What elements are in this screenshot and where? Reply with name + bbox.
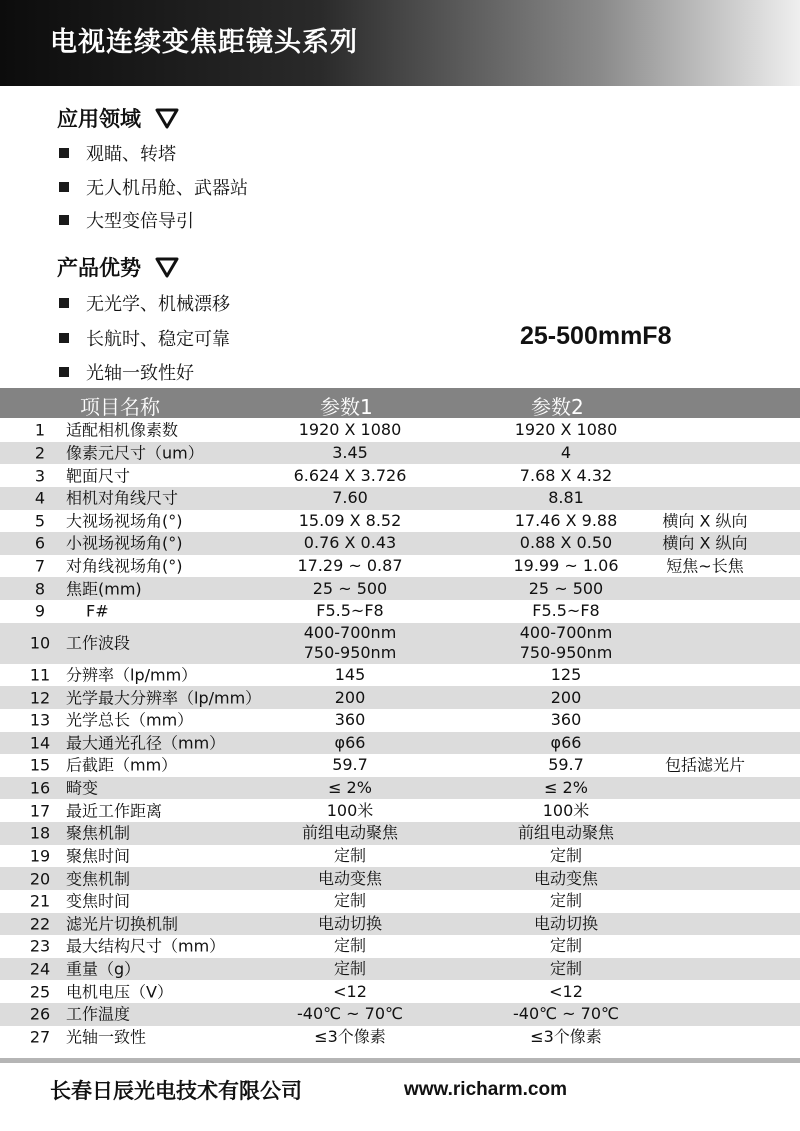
row-param2: 定制 [549,936,582,956]
row-param1: -40℃ ~ 70℃ [296,1004,403,1024]
row-param2: ≤ 2% [544,778,588,798]
row-name: 最大结构尺寸（mm） [66,936,226,956]
table-row [0,555,800,578]
row-index: 14 [29,733,51,753]
table-row [0,777,800,800]
row-param1: 59.7 [332,755,368,775]
square-bullet-icon [59,148,69,158]
row-param2: 59.7 [548,755,584,775]
row-index: 9 [34,601,46,621]
table-row [0,1026,800,1049]
row-param2: 7.68 X 4.32 [519,465,613,485]
table-row [0,623,800,664]
row-index: 7 [34,556,46,576]
row-index: 13 [29,710,51,730]
row-index: 20 [29,869,51,889]
table-row [0,419,800,442]
row-param1: 定制 [333,936,366,956]
spec-title: 25-500mmF8 [520,322,672,350]
row-param1: φ66 [334,732,366,752]
row-name: 分辨率（lp/mm） [66,665,198,685]
table-row [0,732,800,755]
application-item [59,174,248,200]
row-name: 聚焦机制 [66,823,131,843]
row-index: 1 [34,420,46,440]
row-index: 5 [34,511,46,531]
row-index: 27 [29,1027,51,1047]
row-name: 大视场视场角(°) [66,511,183,531]
square-bullet-icon [59,367,69,377]
row-name: 焦距(mm) [66,579,142,599]
row-param1: 6.624 X 3.726 [293,465,407,485]
application-item [59,207,194,233]
table-row [0,664,800,687]
row-param1: ≤ 2% [328,778,372,798]
row-name: 光学最大分辨率（lp/mm） [66,688,262,708]
advantages-heading [57,252,179,282]
table-row [0,754,800,777]
applications-heading-label: 应用领域 [57,107,141,131]
row-name: 靶面尺寸 [66,466,131,486]
table-row [0,822,800,845]
row-param1: 200 [334,687,366,707]
applications-heading [57,103,179,133]
row-param2: 电动切换 [533,913,598,933]
row-index: 2 [34,443,46,463]
application-item-label: 无人机吊舱、武器站 [86,178,248,199]
row-index: 19 [29,846,51,866]
table-row [0,442,800,465]
row-param2: ≤3个像素 [530,1026,602,1046]
row-note: 包括滤光片 [664,755,745,775]
row-param1: 0.76 X 0.43 [303,533,397,553]
row-param2: 19.99 ~ 1.06 [513,556,619,576]
row-index: 3 [34,466,46,486]
table-row [0,913,800,936]
row-note: 短焦~长焦 [666,556,744,576]
header-param2: 参数2 [531,395,584,419]
row-index: 17 [29,801,51,821]
row-param2: 360 [550,710,582,730]
row-name: 光轴一致性 [66,1027,147,1047]
row-param2: 8.81 [548,488,584,508]
row-note: 横向 X 纵向 [662,533,748,553]
row-name: 后截距（mm） [66,755,178,775]
table-row [0,1003,800,1026]
row-param1: 电动切换 [317,913,382,933]
table-row [0,487,800,510]
website-link[interactable]: www.richarm.com [404,1079,567,1100]
row-param1: 17.29 ~ 0.87 [297,556,403,576]
square-bullet-icon [59,215,69,225]
row-param2: F5.5~F8 [532,601,600,621]
application-item [59,140,176,166]
row-param2: 200 [550,687,582,707]
row-name: 聚焦时间 [66,846,131,866]
square-bullet-icon [59,333,69,343]
row-name: 小视场视场角(°) [66,533,183,553]
row-index: 24 [29,959,51,979]
row-param1: 15.09 X 8.52 [298,510,402,530]
row-param1: ≤3个像素 [314,1026,386,1046]
table-row [0,980,800,1003]
row-name: 重量（g） [66,959,141,979]
square-bullet-icon [59,298,69,308]
row-index: 16 [29,778,51,798]
row-param2: 17.46 X 9.88 [514,510,618,530]
row-param1: 定制 [333,845,366,865]
table-row [0,845,800,868]
table-row [0,686,800,709]
row-param1: 145 [334,664,366,684]
divider [0,1058,800,1063]
row-name: 变焦机制 [66,869,131,889]
advantage-item-label: 长航时、稳定可靠 [86,329,230,350]
row-note: 横向 X 纵向 [662,511,748,531]
row-param1: 电动变焦 [317,868,382,888]
application-item-label: 大型变倍导引 [86,211,194,232]
row-param1: 定制 [333,959,366,979]
table-row [0,510,800,533]
row-param2: 1920 X 1080 [514,420,618,440]
page-title: 电视连续变焦距镜头系列 [50,27,358,58]
row-name: 适配相机像素数 [66,420,179,440]
row-index: 11 [29,665,51,685]
triangle-down-icon [155,256,179,278]
row-index: 12 [29,688,51,708]
row-param1: 3.45 [332,442,368,462]
row-param2: <12 [549,981,583,1001]
row-name: 畸变 [66,778,99,798]
table-header [0,388,800,418]
table-row [0,532,800,555]
row-index: 23 [29,936,51,956]
row-param2: 定制 [549,845,582,865]
table-row [0,867,800,890]
row-param2: 100米 [542,800,590,820]
advantages-heading-label: 产品优势 [57,256,141,280]
row-param1: 400-700nm 750-950nm [303,623,397,663]
row-param1: 360 [334,710,366,730]
table-row [0,958,800,981]
row-param1: 前组电动聚焦 [301,823,398,843]
row-param2: 定制 [549,959,582,979]
row-name: 光学总长（mm） [66,710,194,730]
row-name: 相机对角线尺寸 [66,488,179,508]
row-param2: 定制 [549,891,582,911]
header-name: 项目名称 [80,395,160,419]
advantage-item [59,325,230,351]
row-name: 变焦时间 [66,891,131,911]
row-param2: 前组电动聚焦 [517,823,614,843]
row-param1: <12 [333,981,367,1001]
row-param2: 125 [550,664,582,684]
row-name: 电机电压（V） [66,982,173,1002]
table-row [0,464,800,487]
row-param2: 400-700nm 750-950nm [519,623,613,663]
advantage-item [59,359,194,385]
table-row [0,709,800,732]
row-name: 最近工作距离 [66,801,163,821]
advantage-item-label: 无光学、机械漂移 [86,294,230,315]
row-index: 6 [34,533,46,553]
row-param1: 100米 [326,800,374,820]
row-name: 对角线视场角(°) [66,556,183,576]
row-param2: 0.88 X 0.50 [519,533,613,553]
row-param2: 4 [560,442,572,462]
row-index: 4 [34,488,46,508]
row-param2: φ66 [550,732,582,752]
header-banner [0,0,800,86]
row-param1: F5.5~F8 [316,601,384,621]
square-bullet-icon [59,182,69,192]
row-index: 10 [29,633,51,653]
row-index: 25 [29,982,51,1002]
row-name: 滤光片切换机制 [66,914,179,934]
triangle-down-icon [155,107,179,129]
row-index: 18 [29,823,51,843]
application-item-label: 观瞄、转塔 [86,144,176,165]
row-name: 最大通光孔径（mm） [66,733,226,753]
row-param1: 1920 X 1080 [298,420,402,440]
row-name: 像素元尺寸（um） [66,443,204,463]
spec-table [0,419,800,1048]
row-index: 26 [29,1004,51,1024]
company-name: 长春日辰光电技术有限公司 [50,1079,302,1103]
table-row [0,600,800,623]
header-param1: 参数1 [320,395,373,419]
row-param2: -40℃ ~ 70℃ [512,1004,619,1024]
row-param1: 25 ~ 500 [312,578,388,598]
row-index: 15 [29,755,51,775]
table-row [0,577,800,600]
row-index: 8 [34,579,46,599]
row-index: 21 [29,891,51,911]
advantage-item-label: 光轴一致性好 [86,363,194,384]
row-index: 22 [29,914,51,934]
table-row [0,890,800,913]
row-param2: 25 ~ 500 [528,578,604,598]
row-param1: 7.60 [332,488,368,508]
row-name: 工作温度 [66,1004,131,1024]
table-row [0,935,800,958]
row-param2: 电动变焦 [533,868,598,888]
row-param1: 定制 [333,891,366,911]
row-name: F# [86,601,109,621]
row-name: 工作波段 [66,633,131,653]
advantage-item [59,290,230,316]
table-row [0,799,800,822]
